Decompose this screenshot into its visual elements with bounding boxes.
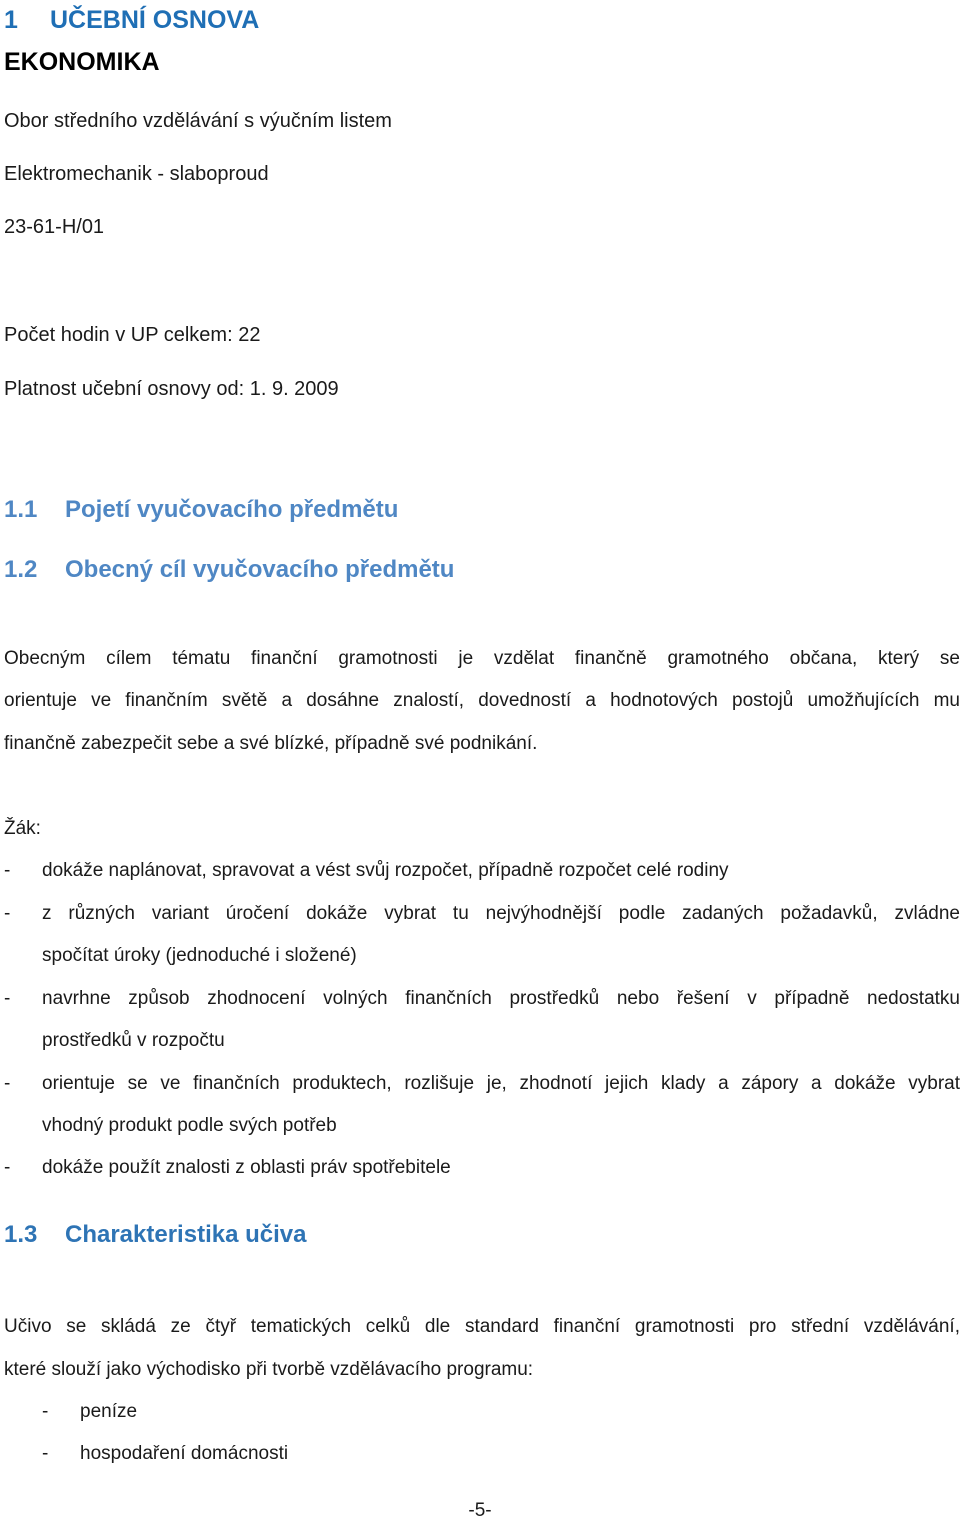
curriculum-paragraph-line: které slouží jako východisko při tvorbě vzdělávacího programu:: [4, 1359, 534, 1380]
section-1-1-number: 1.1: [4, 496, 38, 523]
goal-paragraph-line: finančně zabezpečit sebe a své blízké, případně své podnikání.: [4, 733, 538, 754]
bullet-line: z různých variant úročení dokáže vybrat tu nejvýhodnější podle zadaných požadavků, zvládne: [42, 903, 960, 924]
hours-total: Počet hodin v UP celkem: 22: [4, 324, 261, 346]
field-code: 23-61-H/01: [4, 216, 105, 238]
bullet-dash: -: [4, 860, 11, 881]
field-name: Elektromechanik - slaboproud: [4, 163, 269, 185]
bullet-line: dokáže naplánovat, spravovat a vést svůj rozpočet, případně rozpočet celé rodiny: [42, 860, 729, 881]
section-1-2-title: Obecný cíl vyučovacího předmětu: [65, 556, 455, 583]
section-1-1-title: Pojetí vyučovacího předmětu: [65, 496, 399, 523]
goal-paragraph-line: Obecným cílem tématu finanční gramotnosti je vzdělat finančně gramotného občana, který se: [4, 648, 960, 669]
subject-title: EKONOMIKA: [4, 48, 160, 76]
bullet-line: prostředků v rozpočtu: [42, 1030, 225, 1051]
topic-item: hospodaření domácnosti: [80, 1443, 289, 1464]
field-label: Obor středního vzdělávání s výučním listem: [4, 110, 392, 132]
bullet-dash: -: [4, 903, 11, 924]
validity-date: Platnost učební osnovy od: 1. 9. 2009: [4, 378, 339, 400]
section-1-3-title: Charakteristika učiva: [65, 1221, 307, 1248]
topic-item: peníze: [80, 1401, 138, 1422]
bullet-line: orientuje se ve finančních produktech, rozlišuje je, zhodnotí jejich klady a zápory a dokáže vybrat: [42, 1073, 960, 1094]
bullet-dash: -: [4, 1157, 11, 1178]
chapter-title: UČEBNÍ OSNOVA: [50, 6, 260, 34]
section-1-3-number: 1.3: [4, 1221, 38, 1248]
bullet-dash: -: [42, 1443, 49, 1464]
bullet-line: vhodný produkt podle svých potřeb: [42, 1115, 337, 1136]
bullet-dash: -: [4, 1073, 11, 1094]
student-label: Žák:: [4, 818, 41, 839]
chapter-number: 1: [4, 6, 18, 34]
bullet-dash: -: [4, 988, 11, 1009]
page-number: -5-: [468, 1500, 492, 1521]
goal-paragraph-line: orientuje ve finančním světě a dosáhne znalostí, dovedností a hodnotových postojů umožňujících mu: [4, 690, 960, 711]
curriculum-paragraph-line: Učivo se skládá ze čtyř tematických celků dle standard finanční gramotnosti pro střední vzdělávání,: [4, 1316, 960, 1337]
bullet-line: navrhne způsob zhodnocení volných finančních prostředků nebo řešení v případně nedostatku: [42, 988, 960, 1009]
bullet-dash: -: [42, 1401, 49, 1422]
section-1-2-number: 1.2: [4, 556, 38, 583]
bullet-line: spočítat úroky (jednoduché i složené): [42, 945, 357, 966]
bullet-line: dokáže použít znalosti z oblasti práv spotřebitele: [42, 1157, 451, 1178]
